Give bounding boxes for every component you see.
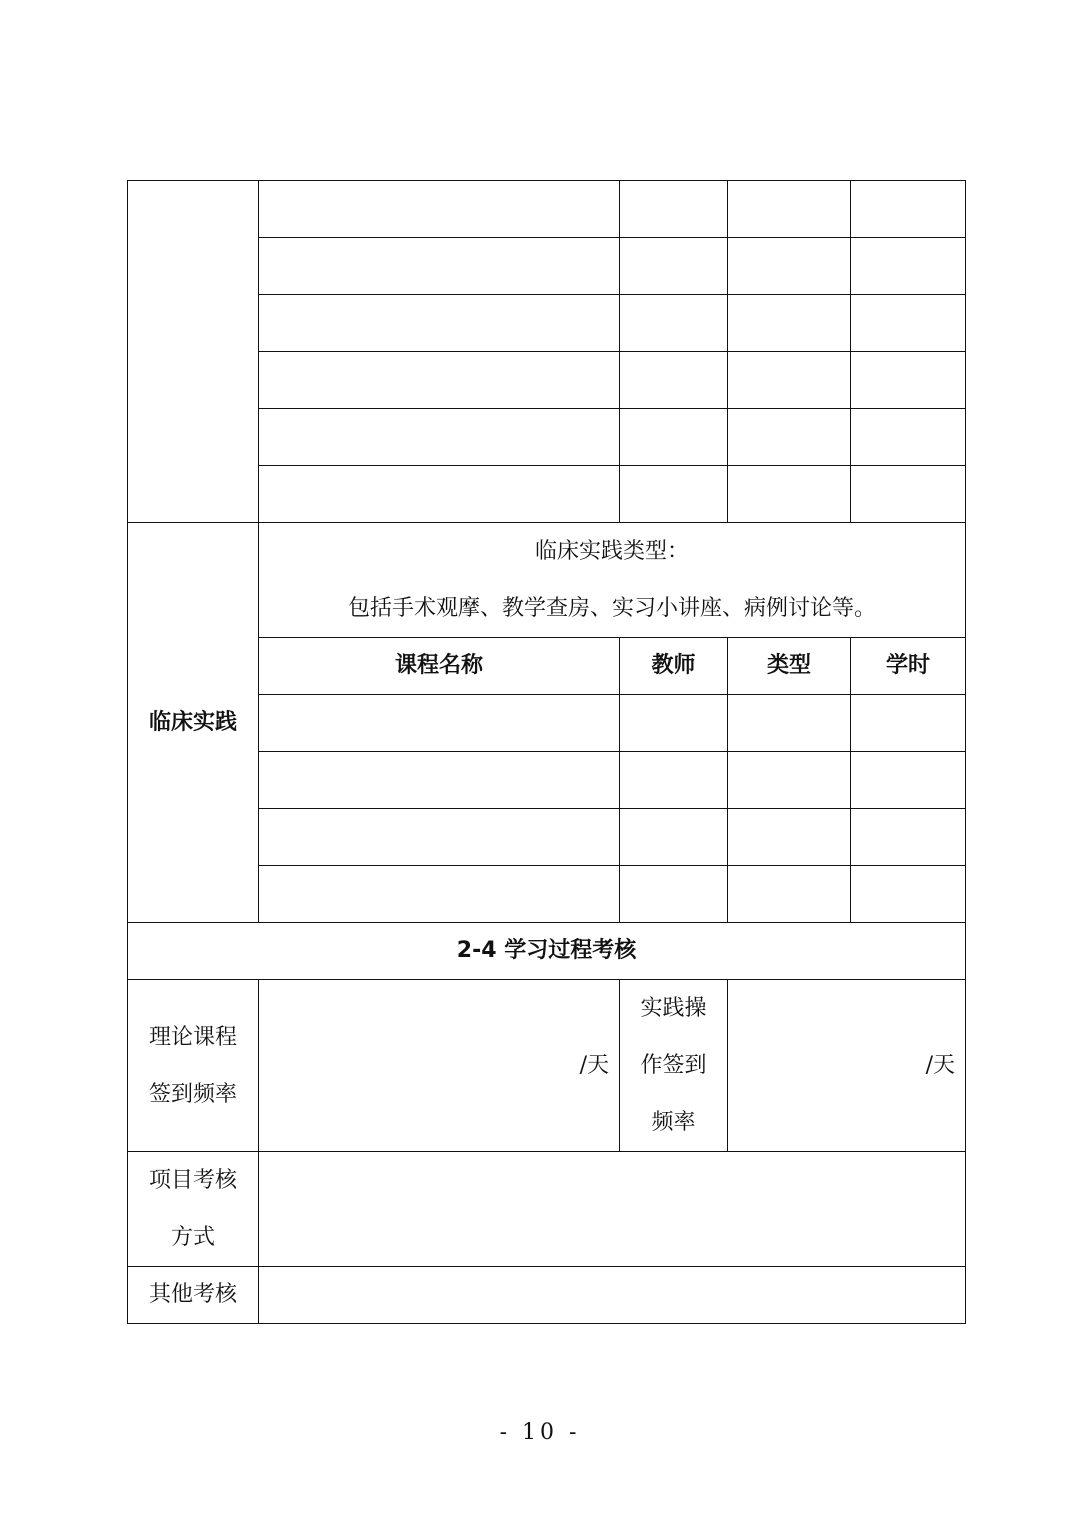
clinical-intro-row (128, 523, 966, 638)
hours-cell[interactable] (851, 409, 966, 466)
type-cell[interactable] (728, 181, 851, 238)
course-name-cell[interactable] (259, 466, 620, 523)
continued-category-cell (128, 181, 259, 523)
theory-attendance-label: 理论课程 签到频率 (128, 980, 259, 1152)
project-assessment-row (128, 1152, 966, 1267)
type-cell[interactable] (728, 809, 851, 866)
attendance-row (128, 980, 966, 1152)
course-name-cell[interactable] (259, 695, 620, 752)
project-assessment-field[interactable] (259, 1152, 966, 1267)
clinical-practice-label: 临床实践 (128, 523, 259, 923)
project-assessment-label: 项目考核 方式 (128, 1152, 259, 1267)
course-name-cell[interactable] (259, 238, 620, 295)
course-name-cell[interactable] (259, 752, 620, 809)
course-name-cell[interactable] (259, 809, 620, 866)
course-name-header: 课程名称 (259, 638, 620, 695)
teacher-cell[interactable] (620, 752, 728, 809)
teacher-cell[interactable] (620, 809, 728, 866)
hours-cell[interactable] (851, 866, 966, 923)
teacher-cell[interactable] (620, 238, 728, 295)
practice-attendance-value[interactable]: /天 (728, 980, 966, 1152)
type-cell[interactable] (728, 352, 851, 409)
teacher-cell[interactable] (620, 409, 728, 466)
type-cell[interactable] (728, 466, 851, 523)
form-table (127, 180, 966, 1324)
hours-cell[interactable] (851, 352, 966, 409)
clinical-type-description: 包括手术观摩、教学查房、实习小讲座、病例讨论等。 (347, 596, 876, 621)
teacher-cell[interactable] (620, 695, 728, 752)
course-name-cell[interactable] (259, 866, 620, 923)
course-name-cell[interactable] (259, 409, 620, 466)
type-cell[interactable] (728, 866, 851, 923)
course-name-cell[interactable] (259, 295, 620, 352)
hours-cell[interactable] (851, 752, 966, 809)
teacher-cell[interactable] (620, 466, 728, 523)
clinical-intro-cell (259, 523, 966, 638)
hours-cell[interactable] (851, 695, 966, 752)
theory-attendance-value[interactable]: /天 (259, 980, 620, 1152)
other-assessment-row (128, 1267, 966, 1324)
other-assessment-field[interactable] (259, 1267, 966, 1324)
course-name-cell[interactable] (259, 352, 620, 409)
page-number: - 10 - (499, 1420, 581, 1445)
teacher-cell[interactable] (620, 295, 728, 352)
hours-cell[interactable] (851, 466, 966, 523)
hours-header: 学时 (851, 638, 966, 695)
hours-cell[interactable] (851, 809, 966, 866)
teacher-header: 教师 (620, 638, 728, 695)
type-header: 类型 (728, 638, 851, 695)
teacher-cell[interactable] (620, 181, 728, 238)
type-cell[interactable] (728, 238, 851, 295)
type-cell[interactable] (728, 295, 851, 352)
type-cell[interactable] (728, 752, 851, 809)
teacher-cell[interactable] (620, 352, 728, 409)
section-title-row (128, 923, 966, 980)
other-assessment-label: 其他考核 (128, 1267, 259, 1324)
table-row (128, 181, 966, 238)
type-cell[interactable] (728, 409, 851, 466)
type-cell[interactable] (728, 695, 851, 752)
hours-cell[interactable] (851, 295, 966, 352)
hours-cell[interactable] (851, 181, 966, 238)
hours-cell[interactable] (851, 238, 966, 295)
practice-attendance-label: 实践操 作签到 频率 (620, 980, 728, 1152)
course-name-cell[interactable] (259, 181, 620, 238)
teacher-cell[interactable] (620, 866, 728, 923)
section-title: 2-4 学习过程考核 (128, 923, 966, 980)
clinical-type-heading: 临床实践类型： (534, 539, 689, 564)
